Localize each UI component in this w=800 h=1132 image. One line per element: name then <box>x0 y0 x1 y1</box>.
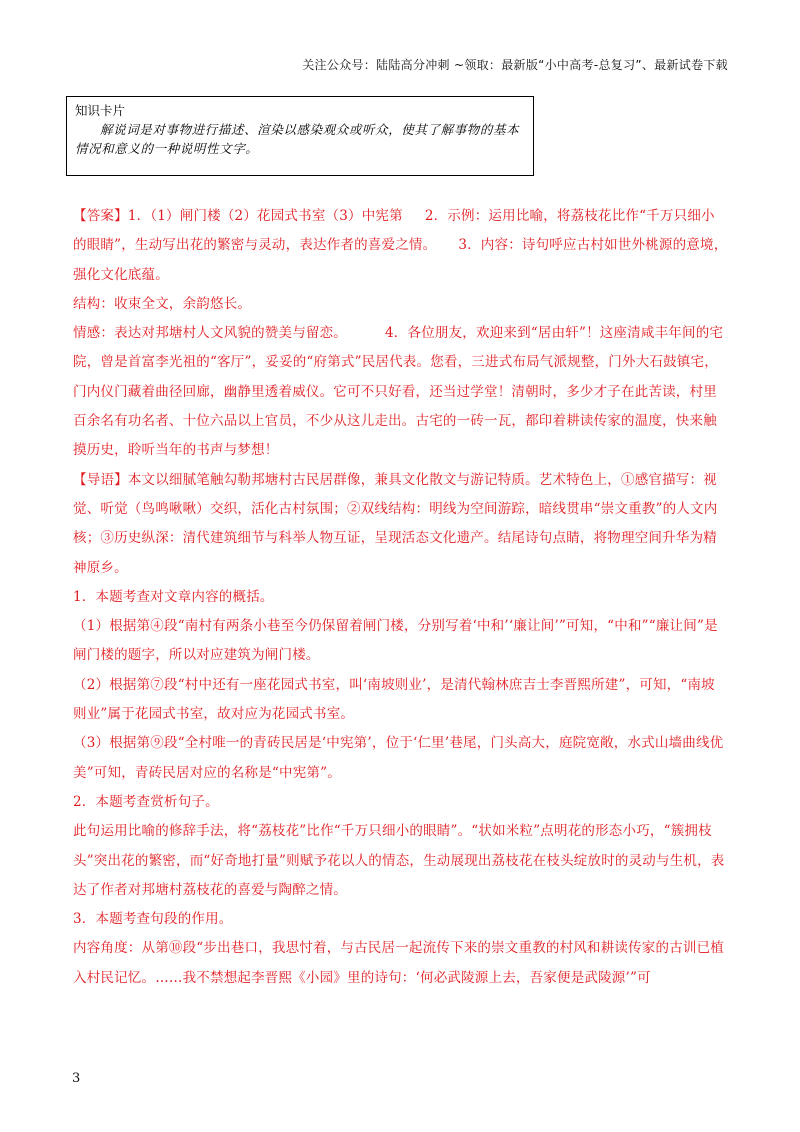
card-title: 知识卡片 <box>75 103 126 118</box>
answer-item-3: 3．内容：诗句呼应古村如世外桃源的意境，强化文化底蕴。 <box>73 237 728 283</box>
answer-section <box>73 202 728 993</box>
analysis-q3-text: 内容角度：从第⑩段“步出巷口，我思忖着，与古民居一起流传下来的崇文重教的村风和耕读传家的古训已植入村民记忆。……我不禁想起李晋熙《小园》里的诗句：‘何必武陵源上去，吾家便是武陵源’”可 <box>73 940 725 986</box>
answer-structure: 结构：收束全文，余韵悠长。 <box>73 295 252 312</box>
guide-text: 本文以细腻笔触勾勒邦塘村古民居群像，兼具文化散文与游记特质。艺术特色上，①感官描写：视觉、听觉（鸟鸣啾啾）交织，活化古村氛围；②双线结构：明线为空间游踪，暗线贯串“崇文重教”的人文内核；③历史纵深：清代建筑细节与科举人物互证，呈现活态文化遗产。结尾诗句点睛，将物理空间升华为精神原乡。 <box>73 471 718 576</box>
guide-paragraph <box>73 466 728 583</box>
answer-emotion: 情感：表达对邦塘村人文风貌的赞美与留恋。 <box>73 325 347 342</box>
analysis-q1-part3: （3）根据第⑨段“全村唯一的青砖民居是‘中宪第’，位于‘仁里’巷尾，门头高大，庭院宽敞，水式山墙曲线优美”可知，青砖民居对应的名称是“中宪第”。 <box>73 735 724 781</box>
analysis-q2-text: 此句运用比喻的修辞手法，将“荔枝花”比作“千万只细小的眼睛”。“状如米粒”点明花的形态小巧，“簇拥枝头”突出花的繁密，而“好奇地打量”则赋予花以人的情态，生动展现出荔枝花在枝头绽放时的灵动与生机，表达了作者对邦塘村荔枝花的喜爱与陶醉之情。 <box>73 823 725 898</box>
answer-paragraph-3 <box>73 319 728 465</box>
page-number: 3 <box>72 1071 81 1086</box>
knowledge-card <box>66 96 534 176</box>
answer-item-1: 1．（1）闸门楼（2）花园式书室（3）中宪第 <box>127 208 403 224</box>
answer-item-2: 2．示例：运用比喻，将荔枝花比作“千万只细小的眼睛”，生动写出花的繁密与灵动，表达作者的喜爱之情。 <box>73 208 715 254</box>
answer-tag: 【答案】 <box>73 208 128 224</box>
analysis-q1-part1: （1）根据第④段“南村有两条小巷至今仍保留着闸门楼，分别写着‘中和’‘廉让间’”可知，“中和”“廉让间”是闸门楼的题字，所以对应建筑为闸门楼。 <box>73 618 718 664</box>
analysis-q3: 3．本题考查句段的作用。 <box>73 911 233 928</box>
guide-tag: 【导语】 <box>73 471 128 488</box>
analysis-q1: 1．本题考查对文章内容的概括。 <box>73 588 274 605</box>
card-body: 解说词是对事物进行描述、渲染以感染观众或听众，使其了解事物的基本情况和意义的一种说明性文字。 <box>75 122 520 156</box>
analysis-q1-part2: （2）根据第⑦段“村中还有一座花园式书室，叫‘南坡则业’，是清代翰林庶吉士李晋熙所建”，可知，“南坡则业”属于花园式书室，故对应为花园式书室。 <box>73 676 715 723</box>
analysis-q2: 2．本题考查赏析句子。 <box>73 793 219 810</box>
header-note: 关注公众号：陆陆高分冲刺 ~领取：最新版“小中高考-总复习”、最新试卷下载 <box>302 58 728 72</box>
answer-item-4: 4．各位朋友，欢迎来到“居由轩”！这座清咸丰年间的宅院，曾是首富李光祖的“客厅”，妥妥的“府第式”民居代表。您看，三进式布局气派规整，门外大石鼓镇宅，门内仪门藏着曲径回廊，幽静里透着威仪。它可不只好看，还当过学堂！清朝时，多少才子在此苦读，村里百余名有功名者、十位六品以上官员，不少从这儿走出。古宅的一砖一瓦，都印着耕读传家的温度，快来触摸历史，聆听当年的书声与梦想！ <box>73 325 724 459</box>
answer-paragraph-1 <box>73 202 728 290</box>
